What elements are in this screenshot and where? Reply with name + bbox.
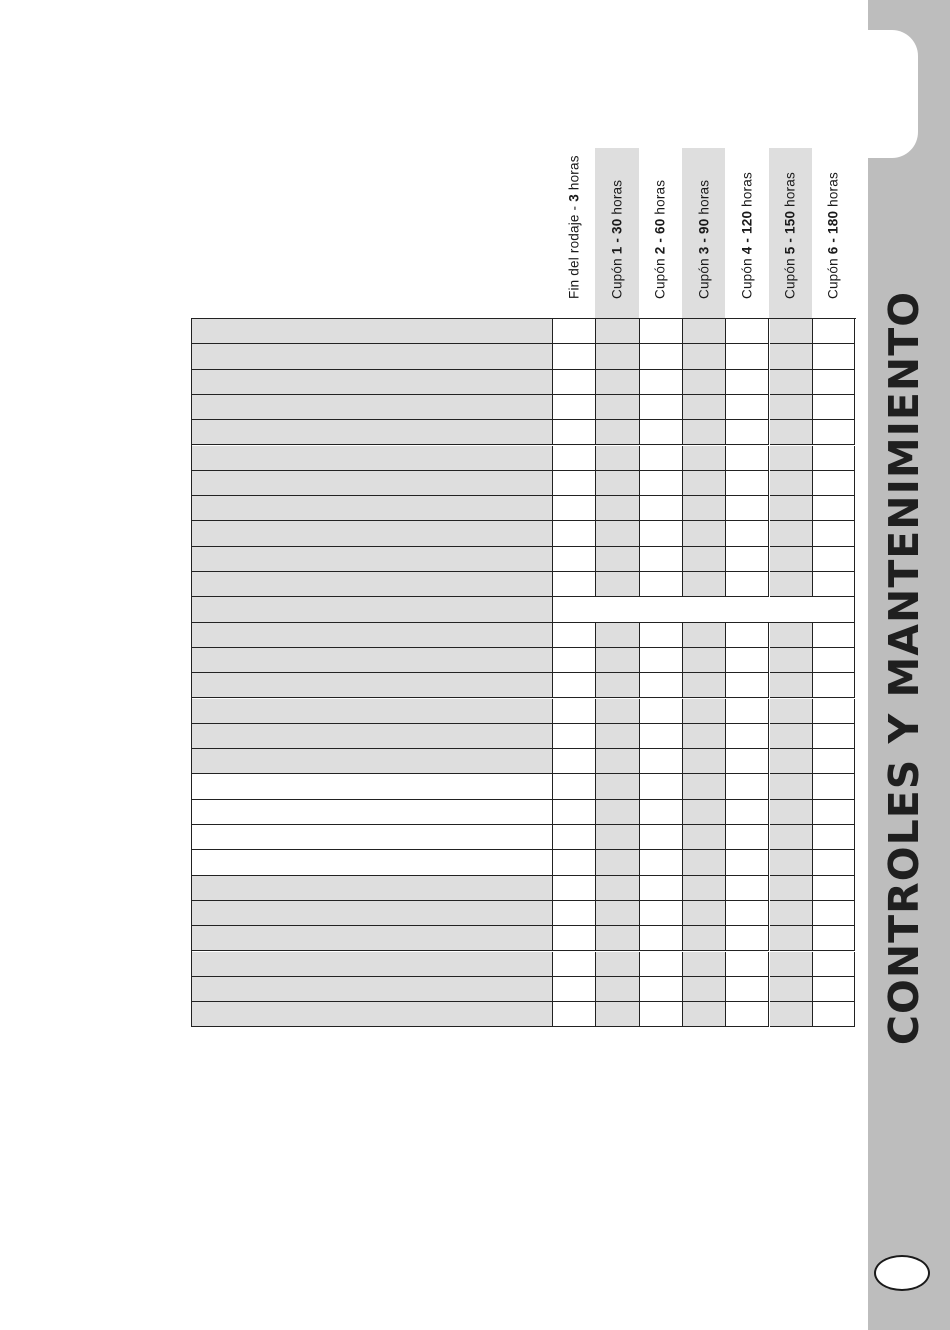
header-interval: 4 - 120 [739,210,755,255]
check-cell [813,319,855,344]
check-cell [596,547,639,572]
check-cell [770,370,813,395]
check-cell [640,876,683,901]
check-cell [683,952,726,977]
check-cell [770,952,813,977]
check-cell [683,699,726,724]
row-label-cell [192,496,553,521]
check-cell [813,344,855,369]
check-cell [596,800,639,825]
check-cell [726,876,769,901]
column-header-label [739,172,754,299]
check-cell [553,420,596,445]
check-cell [640,673,683,698]
section-title: CONTROLES Y MANTENIMIENTO [880,290,928,1046]
check-cell [726,749,769,774]
check-cell [683,901,726,926]
check-cell [770,800,813,825]
check-cell [596,774,639,799]
check-cell [726,977,769,1002]
check-cell [726,446,769,471]
row-label-cell [192,572,553,597]
check-cell [596,572,639,597]
check-cell [596,521,639,546]
header-prefix: Fin del rodaje - [566,201,582,299]
check-cell [770,825,813,850]
row-label-cell [192,344,553,369]
check-cell [596,623,639,648]
check-cell [683,749,726,774]
header-suffix: horas [566,155,582,195]
check-cell [553,699,596,724]
check-cell [553,926,596,951]
page-number-oval [874,1255,930,1291]
check-cell [770,521,813,546]
check-cell [640,926,683,951]
check-cell [640,344,683,369]
check-cell [683,521,726,546]
check-cell [813,724,855,749]
column-header-label [696,180,711,299]
header-prefix: Cupón [609,254,625,299]
column-header-3 [639,148,682,318]
check-cell [770,977,813,1002]
check-cell [683,1002,726,1027]
check-cell [726,471,769,496]
row-label-cell [192,319,553,344]
header-suffix: horas [739,172,755,211]
check-cell [553,446,596,471]
check-cell [640,648,683,673]
column-header-label [783,172,798,299]
check-cell [683,446,726,471]
check-cell [553,774,596,799]
check-cell [813,496,855,521]
check-cell [726,699,769,724]
check-cell [683,977,726,1002]
check-cell [683,370,726,395]
check-cell [553,471,596,496]
check-cell [596,977,639,1002]
check-cell [596,850,639,875]
check-cell [770,673,813,698]
row-label-cell [192,774,553,799]
check-cell [770,699,813,724]
check-cell [813,774,855,799]
check-cell [553,547,596,572]
row-label-cell [192,446,553,471]
check-cell [683,673,726,698]
check-cell [770,395,813,420]
column-header-4 [682,148,725,318]
check-cell [683,876,726,901]
check-cell [770,446,813,471]
check-cell [553,344,596,369]
check-cell [553,850,596,875]
check-cell [640,420,683,445]
row-label-cell [192,800,553,825]
check-cell [683,420,726,445]
check-cell [596,648,639,673]
check-cell [553,977,596,1002]
check-cell [596,749,639,774]
check-cell [596,1002,639,1027]
check-cell [553,749,596,774]
check-cell [553,876,596,901]
check-cell [813,648,855,673]
row-label-cell [192,724,553,749]
check-cell [726,370,769,395]
check-cell [726,673,769,698]
check-cell [553,901,596,926]
check-cell [726,420,769,445]
check-cell [640,446,683,471]
check-cell [813,977,855,1002]
check-cell [640,800,683,825]
column-header-label [826,172,841,299]
header-interval: 2 - 60 [652,218,668,255]
column-header-1 [552,148,595,318]
check-cell [640,395,683,420]
header-suffix: horas [696,179,712,219]
check-cell [770,319,813,344]
check-cell [683,825,726,850]
check-cell [726,901,769,926]
check-cell [596,699,639,724]
check-cell [770,496,813,521]
check-cell [683,648,726,673]
check-cell [640,699,683,724]
check-cell [553,370,596,395]
check-cell [770,876,813,901]
check-cell [813,699,855,724]
check-cell [813,471,855,496]
check-cell [553,319,596,344]
check-cell [726,800,769,825]
check-cell [726,496,769,521]
check-cell [770,901,813,926]
check-cell [553,623,596,648]
check-cell [596,319,639,344]
check-cell [770,344,813,369]
check-cell [640,496,683,521]
check-cell [813,952,855,977]
check-cell [683,572,726,597]
check-cell [683,774,726,799]
row-label-cell [192,952,553,977]
column-header-label [653,180,668,299]
check-cell [553,673,596,698]
check-cell [596,471,639,496]
check-cell [640,572,683,597]
check-cell [726,547,769,572]
check-cell [596,420,639,445]
check-cell [683,547,726,572]
check-cell [553,648,596,673]
check-cell [553,825,596,850]
row-label-cell [192,977,553,1002]
check-cell [683,319,726,344]
check-cell [596,724,639,749]
header-suffix: horas [652,179,668,219]
check-cell [726,521,769,546]
check-cell [683,623,726,648]
check-cell [726,1002,769,1027]
header-prefix: Cupón [739,254,755,299]
check-cell [726,395,769,420]
sidebar-tab-notch [868,30,918,158]
check-cell [596,901,639,926]
check-cell [770,547,813,572]
header-interval: 6 - 180 [825,210,841,255]
check-cell [640,319,683,344]
merged-check-cell [553,597,855,622]
column-header-5 [725,148,768,318]
check-cell [726,952,769,977]
check-cell [726,825,769,850]
row-label-cell [192,926,553,951]
row-label-cell [192,901,553,926]
row-label-cell [192,876,553,901]
check-cell [553,952,596,977]
check-cell [553,724,596,749]
check-cell [813,572,855,597]
check-cell [726,648,769,673]
row-label-cell [192,825,553,850]
check-cell [553,572,596,597]
check-cell [640,547,683,572]
check-cell [640,850,683,875]
check-cell [726,572,769,597]
check-cell [813,623,855,648]
check-cell [726,724,769,749]
check-cell [553,395,596,420]
column-header-label [566,155,581,299]
row-label-cell [192,597,553,622]
row-label-cell [192,395,553,420]
check-cell [683,344,726,369]
row-label-cell [192,1002,553,1027]
check-cell [596,496,639,521]
check-cell [683,471,726,496]
header-prefix: Cupón [652,254,668,299]
check-cell [596,673,639,698]
check-cell [553,496,596,521]
check-cell [813,901,855,926]
check-cell [596,344,639,369]
header-interval: 3 - 90 [696,218,712,255]
row-label-cell [192,370,553,395]
check-cell [683,496,726,521]
row-label-cell [192,749,553,774]
header-interval: 3 [566,194,582,202]
check-cell [683,926,726,951]
row-label-cell [192,521,553,546]
check-cell [640,901,683,926]
check-cell [640,724,683,749]
check-cell [640,774,683,799]
row-label-cell [192,699,553,724]
column-header-6 [769,148,812,318]
check-cell [770,926,813,951]
check-cell [596,446,639,471]
check-cell [683,800,726,825]
check-cell [813,825,855,850]
check-cell [596,952,639,977]
check-cell [640,623,683,648]
row-label-cell [192,648,553,673]
check-cell [726,774,769,799]
check-cell [813,876,855,901]
column-header-7 [812,148,855,318]
check-cell [640,952,683,977]
check-cell [770,572,813,597]
row-label-cell [192,623,553,648]
check-cell [640,521,683,546]
row-label-cell [192,471,553,496]
check-cell [596,926,639,951]
check-cell [813,800,855,825]
check-cell [770,1002,813,1027]
header-prefix: Cupón [782,254,798,299]
check-cell [813,1002,855,1027]
header-interval: 5 - 150 [782,210,798,255]
column-header-label [609,180,624,299]
check-cell [770,749,813,774]
check-cell [813,395,855,420]
check-cell [813,370,855,395]
check-cell [770,420,813,445]
check-cell [640,1002,683,1027]
header-suffix: horas [825,172,841,211]
check-cell [640,977,683,1002]
check-cell [640,749,683,774]
check-cell [770,850,813,875]
check-cell [596,876,639,901]
check-cell [683,724,726,749]
check-cell [596,825,639,850]
check-cell [640,471,683,496]
check-cell [813,420,855,445]
check-cell [553,521,596,546]
check-cell [813,547,855,572]
check-cell [596,370,639,395]
row-label-cell [192,420,553,445]
header-prefix: Cupón [825,254,841,299]
check-cell [813,446,855,471]
check-cell [640,370,683,395]
check-cell [726,623,769,648]
check-cell [553,800,596,825]
check-cell [726,850,769,875]
check-cell [770,623,813,648]
row-label-cell [192,547,553,572]
check-cell [770,724,813,749]
header-prefix: Cupón [696,254,712,299]
check-cell [726,926,769,951]
row-label-cell [192,673,553,698]
check-cell [770,471,813,496]
check-cell [770,774,813,799]
check-cell [640,825,683,850]
check-cell [553,1002,596,1027]
check-cell [813,673,855,698]
check-cell [813,850,855,875]
header-interval: 1 - 30 [609,218,625,255]
maintenance-table [191,318,856,1027]
header-suffix: horas [782,172,798,211]
check-cell [683,850,726,875]
check-cell [770,648,813,673]
check-cell [683,395,726,420]
check-cell [813,521,855,546]
row-label-cell [192,850,553,875]
check-cell [813,926,855,951]
check-cell [726,319,769,344]
column-header-2 [595,148,638,318]
check-cell [596,395,639,420]
check-cell [726,344,769,369]
check-cell [813,749,855,774]
header-suffix: horas [609,179,625,219]
